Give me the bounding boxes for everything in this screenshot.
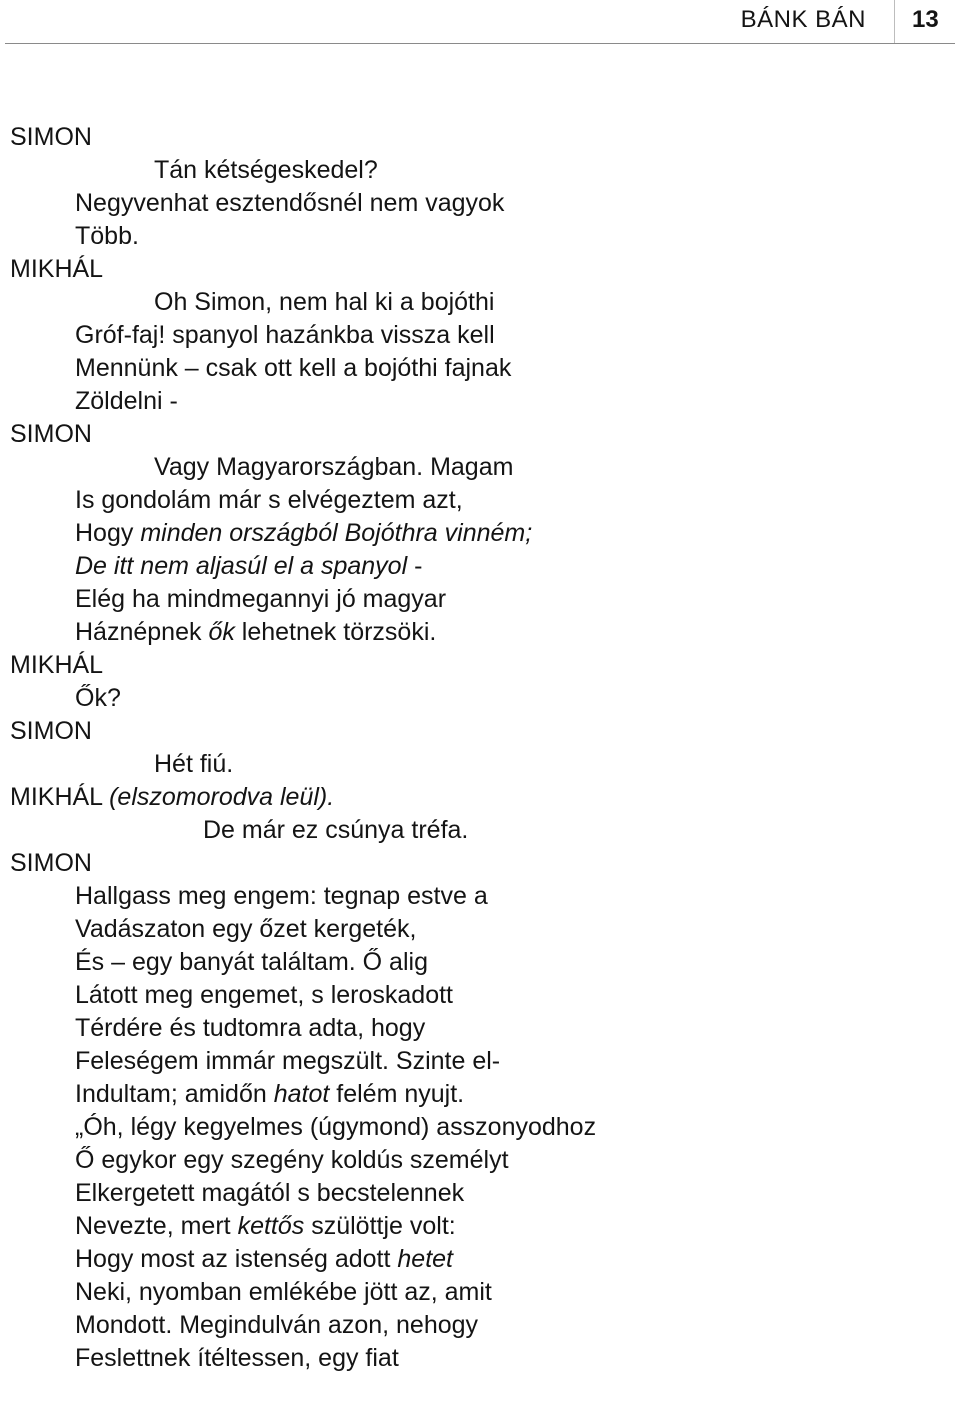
verse-line [0,385,960,418]
verse-line [0,682,960,715]
verse-line [0,616,960,649]
speaker-line [0,418,960,451]
page-number: 13 [912,6,939,33]
text-segment: Háznépnek [75,618,209,646]
text-segment: Tán kétségeskedel? [154,156,378,184]
verse-line [0,187,960,220]
text-segment: Vagy Magyarországban. Magam [154,453,514,481]
verse-line [0,1012,960,1045]
verse-line [0,319,960,352]
running-title: BÁNK BÁN [740,6,866,33]
text-segment: Zöldelni - [75,387,178,415]
verse-line [0,913,960,946]
verse-line [0,154,960,187]
text-segment: MIKHÁL [10,651,104,679]
text-segment: SIMON [10,717,92,745]
text-segment: Indultam; amidőn [75,1080,274,1108]
text-segment: Ő egykor egy szegény koldús személyt [75,1146,509,1174]
page-header [5,0,955,44]
verse-line [0,880,960,913]
verse-line [0,1177,960,1210]
speaker-line [0,781,960,814]
verse-line [0,1078,960,1111]
speaker-line [0,847,960,880]
text-segment: SIMON [10,123,92,151]
text-segment: - [407,552,423,580]
speaker-line [0,715,960,748]
verse-line [0,1342,960,1375]
text-segment: (elszomorodva leül). [109,783,335,811]
text-segment: Oh Simon, nem hal ki a bojóthi [154,288,495,316]
verse-line [0,1210,960,1243]
verse-line [0,1309,960,1342]
verse-line [0,517,960,550]
text-segment: Nevezte, mert [75,1212,238,1240]
text-segment: felém nyujt. [329,1080,465,1108]
speaker-line [0,121,960,154]
text-segment: kettős [237,1212,305,1240]
verse-line [0,451,960,484]
verse-line [0,286,960,319]
text-segment: Elkergetett magától s becstelennek [75,1179,465,1207]
text-segment: De már ez csúnya tréfa. [203,816,469,844]
text-segment: Hallgass meg engem: tegnap estve a [75,882,488,910]
verse-line [0,550,960,583]
text-segment: SIMON [10,420,92,448]
text-segment: Hogy most az istenség adott [75,1245,398,1273]
text-segment: MIKHÁL [10,783,110,811]
text-segment: Elég ha mindmegannyi jó magyar [75,585,447,613]
play-text [0,121,960,1375]
text-segment: ők [208,618,235,646]
verse-line [0,220,960,253]
text-segment: Térdére és tudtomra adta, hogy [75,1014,426,1042]
text-segment: Mennünk – csak ott kell a bojóthi fajnak [75,354,512,382]
verse-line [0,748,960,781]
header-divider [894,0,895,43]
text-segment: Feslettnek ítéltessen, egy fiat [75,1344,399,1372]
verse-line [0,583,960,616]
speaker-line [0,253,960,286]
verse-line [0,1111,960,1144]
verse-line [0,352,960,385]
text-segment: Feleségem immár megszült. Szinte el- [75,1047,501,1075]
verse-line [0,1243,960,1276]
text-segment: minden országból Bojóthra vinném; [140,519,533,547]
text-segment: Neki, nyomban emlékébe jött az, amit [75,1278,492,1306]
text-segment: Gróf-faj! spanyol hazánkba vissza kell [75,321,495,349]
verse-line [0,946,960,979]
text-segment: Mondott. Megindulván azon, nehogy [75,1311,479,1339]
text-segment: Ők? [75,684,121,712]
text-segment: SIMON [10,849,92,877]
text-segment: hetet [397,1245,453,1273]
text-segment: És – egy banyát találtam. Ő alig [75,948,428,976]
text-segment: Hogy [75,519,141,547]
verse-line [0,1144,960,1177]
verse-line [0,1276,960,1309]
verse-line [0,1045,960,1078]
text-segment: szülöttje volt: [304,1212,456,1240]
text-segment: „Óh, légy kegyelmes (úgymond) asszonyodhoz [75,1113,597,1141]
text-segment: Negyvenhat esztendősnél nem vagyok [75,189,505,217]
text-segment: MIKHÁL [10,255,104,283]
text-segment: Látott meg engemet, s leroskadott [75,981,453,1009]
text-segment: Is gondolám már s elvégeztem azt, [75,486,463,514]
text-segment: De itt nem aljasúl el a spanyol [75,552,408,580]
verse-line [0,979,960,1012]
text-segment: hatot [273,1080,330,1108]
speaker-line [0,649,960,682]
text-segment: Vadászaton egy őzet kergeték, [75,915,417,943]
verse-line [0,814,960,847]
text-segment: Több. [75,222,139,250]
text-segment: lehetnek törzsöki. [234,618,437,646]
verse-line [0,484,960,517]
text-segment: Hét fiú. [154,750,234,778]
